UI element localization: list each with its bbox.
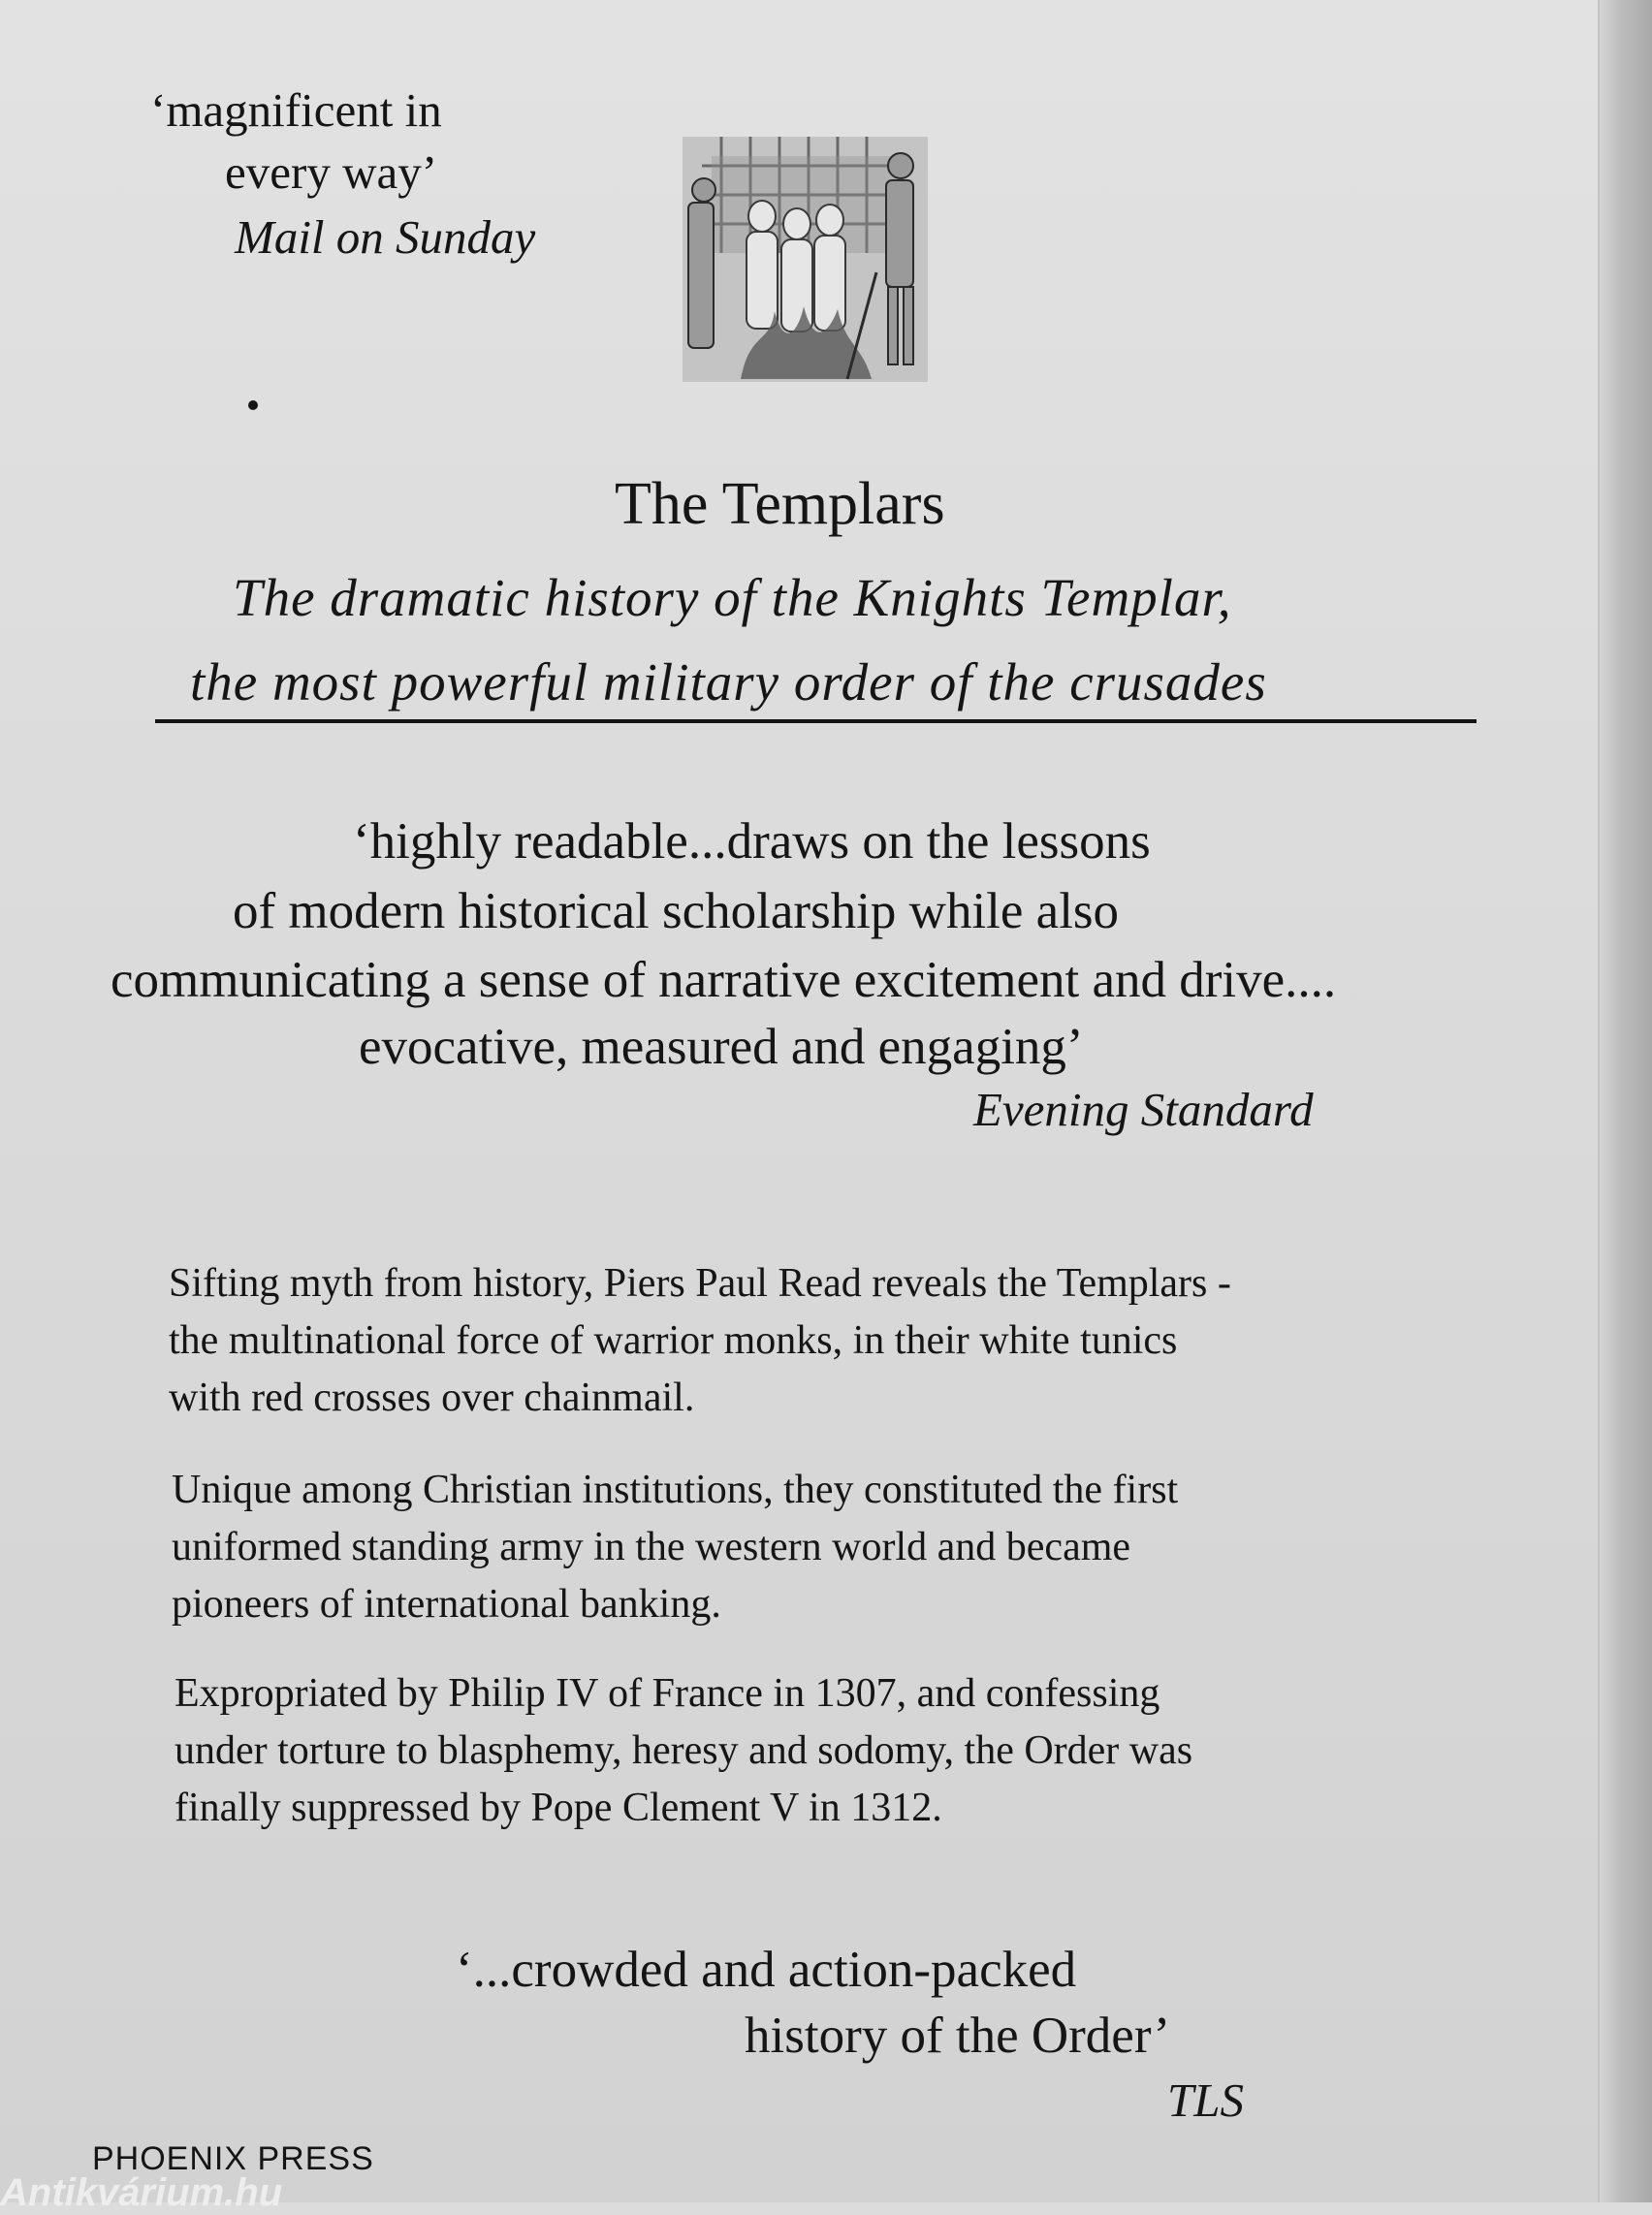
main-quote-line-1: ‘highly readable...draws on the lessons [353, 813, 1151, 870]
top-quote-source: Mail on Sunday [235, 210, 536, 264]
main-quote-line-3: communicating a sense of narrative excitement and drive.... [111, 952, 1337, 1008]
bullet-dot [248, 400, 258, 410]
blurb-p2-line: uniformed standing army in the western world and became [172, 1525, 1131, 1569]
top-quote-line-1: ‘magnificent in [150, 83, 442, 137]
blurb-p1-line: the multinational force of warrior monks, in their white tunics [169, 1318, 1178, 1363]
title-divider [155, 719, 1477, 723]
blurb-paragraph-1 [169, 1255, 1231, 1427]
top-quote-line-2: every way’ [225, 145, 438, 199]
blurb-p3-line: Expropriated by Philip IV of France in 1307, and confessing [175, 1671, 1160, 1716]
blurb-p2-line: pioneers of international banking. [172, 1582, 721, 1627]
watermark-text: Antikvárium.hu [0, 2171, 283, 2214]
main-quote-line-2: of modern historical scholarship while also [233, 883, 1120, 939]
blurb-p3-line: under torture to blasphemy, heresy and sodomy, the Order was [175, 1728, 1193, 1773]
bottom-quote-line-2: history of the Order’ [745, 2008, 1171, 2064]
main-quote-line-4: evocative, measured and engaging’ [359, 1019, 1084, 1075]
subtitle-line-2: the most powerful military order of the crusades [190, 652, 1267, 712]
blurb-p1-line: Sifting myth from history, Piers Paul Read reveals the Templars - [169, 1261, 1231, 1306]
book-title: The Templars [615, 471, 945, 537]
templars-burning-illustration [683, 137, 928, 382]
main-quote-source: Evening Standard [973, 1083, 1314, 1136]
blurb-paragraph-3 [175, 1665, 1192, 1837]
book-spine-edge [1598, 0, 1652, 2202]
blurb-p1-line: with red crosses over chainmail. [169, 1376, 695, 1420]
bottom-quote-line-1: ‘...crowded and action-packed [456, 1942, 1077, 1998]
publisher-name: PHOENIX PRESS [92, 2140, 374, 2177]
subtitle-line-1: The dramatic history of the Knights Templar, [233, 568, 1232, 627]
blurb-p3-line: finally suppressed by Pope Clement V in 1312. [175, 1786, 942, 1830]
blurb-p2-line: Unique among Christian institutions, they constituted the first [172, 1468, 1179, 1512]
blurb-paragraph-2 [172, 1462, 1178, 1633]
bottom-quote-source: TLS [1167, 2073, 1245, 2127]
